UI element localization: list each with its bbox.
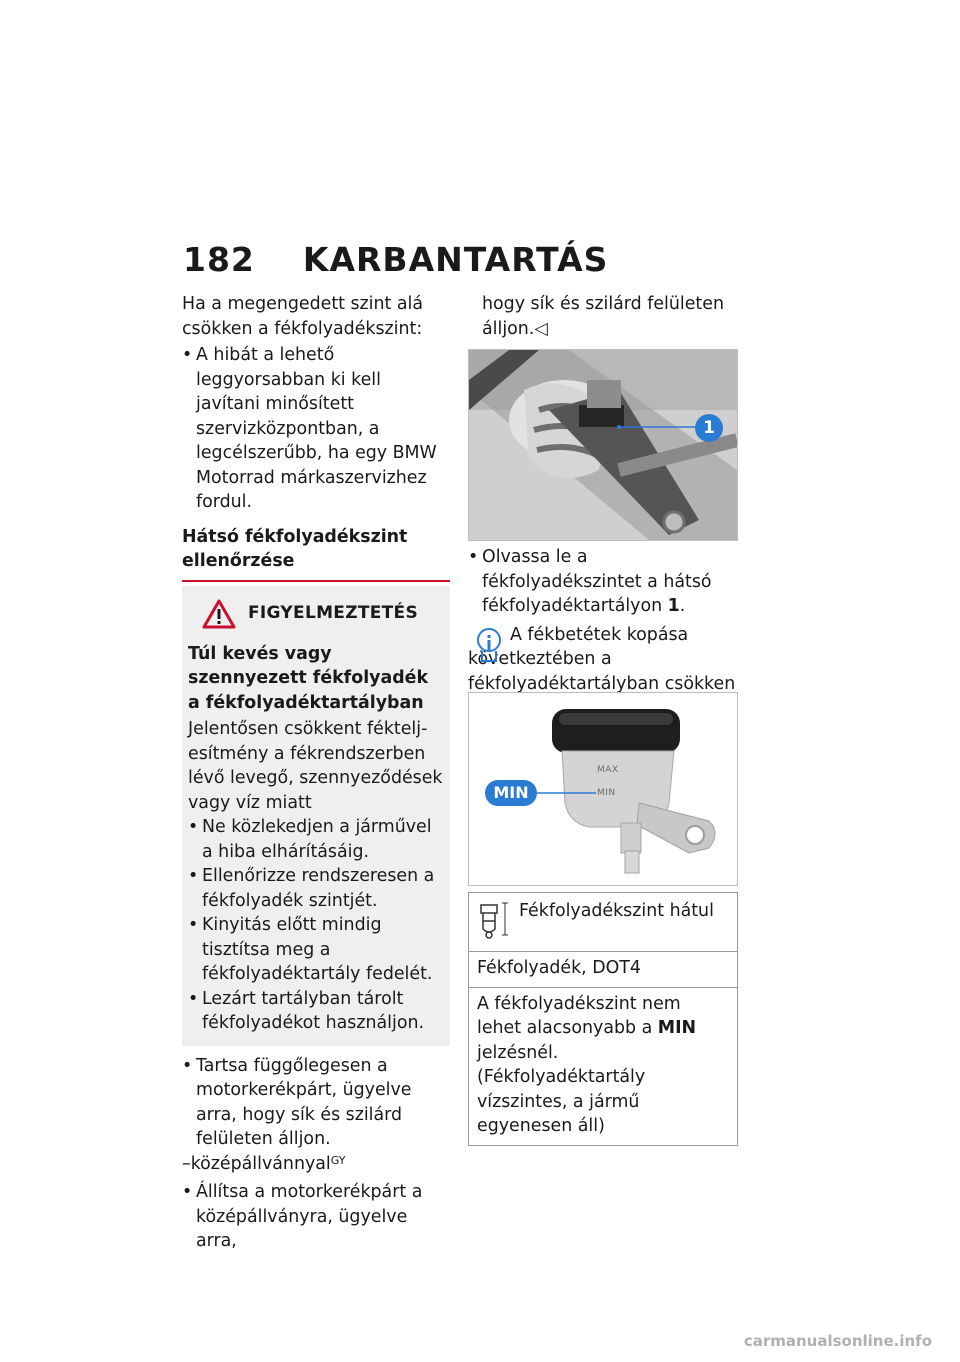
section-heading: Hátsó fékfolyadékszint ellenőrzése <box>182 526 408 571</box>
page-header <box>183 240 608 279</box>
bullet-read-level-end: . <box>679 596 686 616</box>
spec-row-fluid: Fékfolyadék, DOT4 <box>469 951 737 987</box>
option-center-stand <box>182 1152 450 1177</box>
section-title: KARBANTARTÁS <box>302 240 609 279</box>
spec-row-min-text: A fékfolyadékszint nem lehet alacsonyabb a <box>477 993 681 1038</box>
bullet-fault-repair: • A hibát a lehető leggyorsabban ki kell javítani minősített szervizközpontban, a legcélszerűbb, ha egy BMW Motorrad márkaszervizhez fordul. <box>182 343 450 515</box>
warning-item: • Ne közlekedjen a járművel a hiba elhárításáig. <box>188 815 444 864</box>
figure-rear-reservoir <box>468 349 738 541</box>
figure-min-mark <box>468 692 738 886</box>
info-icon <box>476 627 502 663</box>
end-mark-icon: ◁ <box>534 318 548 339</box>
warning-text: Jelentősen csökkent fékteljesítmény a fékrendszerben lévő levegő, szennyeződések vagy víz miatt <box>188 719 443 813</box>
warning-title-row <box>188 598 444 630</box>
warning-title: FIGYELMEZTETÉS <box>248 603 418 624</box>
intro-text: Ha a megengedett szint alá csökken a fékfolyadékszint: <box>182 294 424 339</box>
warning-box <box>182 586 450 1046</box>
callout-1: 1 <box>695 414 723 442</box>
warning-item: • Lezárt tartályban tárolt fékfolyadékot használjon. <box>188 987 444 1036</box>
option-label: –középállvánnyal <box>182 1153 331 1174</box>
min-label: MIN <box>485 780 537 806</box>
option-superscript: GY <box>330 1153 346 1167</box>
spec-row-min-mark: MIN <box>657 1018 697 1038</box>
figure-rear-reservoir-image <box>469 350 737 540</box>
fluid-level-icon <box>477 899 513 943</box>
heading-rule <box>182 580 450 582</box>
warning-item: • Ellenőrizze rendszeresen a fékfolyadék szintjét. <box>188 864 444 913</box>
spec-row-min <box>469 987 737 1145</box>
continued-text <box>468 292 738 341</box>
spec-table <box>468 892 738 1146</box>
reservoir-max-mark: MAX <box>597 765 619 775</box>
right-column <box>468 292 738 341</box>
spec-table-title: Fékfolyadékszint hátul <box>519 901 714 921</box>
warning-heading: Túl kevés vagy szennyezett fékfolyadék a fékfolyadéktartályban <box>188 643 429 713</box>
footer-watermark: carmanualsonline.info <box>743 1332 932 1350</box>
bullet-read-level-text: Olvassa le a fékfolyadékszintet a hátsó fékfolyadéktartályon <box>482 547 712 616</box>
warning-triangle-icon <box>202 599 236 629</box>
warning-item: • Kinyitás előtt mindig tisztítsa meg a fékfolyadéktartály fedelét. <box>188 913 444 987</box>
spec-row-min-note: jelzésnél. (Fékfolyadéktartály vízszintes, a jármű egyenesen áll) <box>477 1042 646 1136</box>
reservoir-min-mark: MIN <box>597 788 616 798</box>
bullet-hold-upright: • Tartsa függőlegesen a motorkerékpárt, ügyelve arra, hogy sík és szilárd felületen álljon. <box>182 1054 450 1152</box>
bullet-read-level-ref: 1 <box>667 596 680 616</box>
continued-sentence: hogy sík és szilárd felületen álljon. <box>482 294 724 339</box>
spec-table-title-row <box>469 893 737 951</box>
page-number: 182 <box>183 240 255 279</box>
bullet-center-stand: • Állítsa a motorkerékpárt a középállványra, ügyelve arra, <box>182 1180 450 1254</box>
bullet-read-level <box>468 545 740 619</box>
left-column <box>182 292 450 1254</box>
info-text: A fékbetétek kopása következtében a fékfolyadéktartályban csökken <box>468 624 736 694</box>
